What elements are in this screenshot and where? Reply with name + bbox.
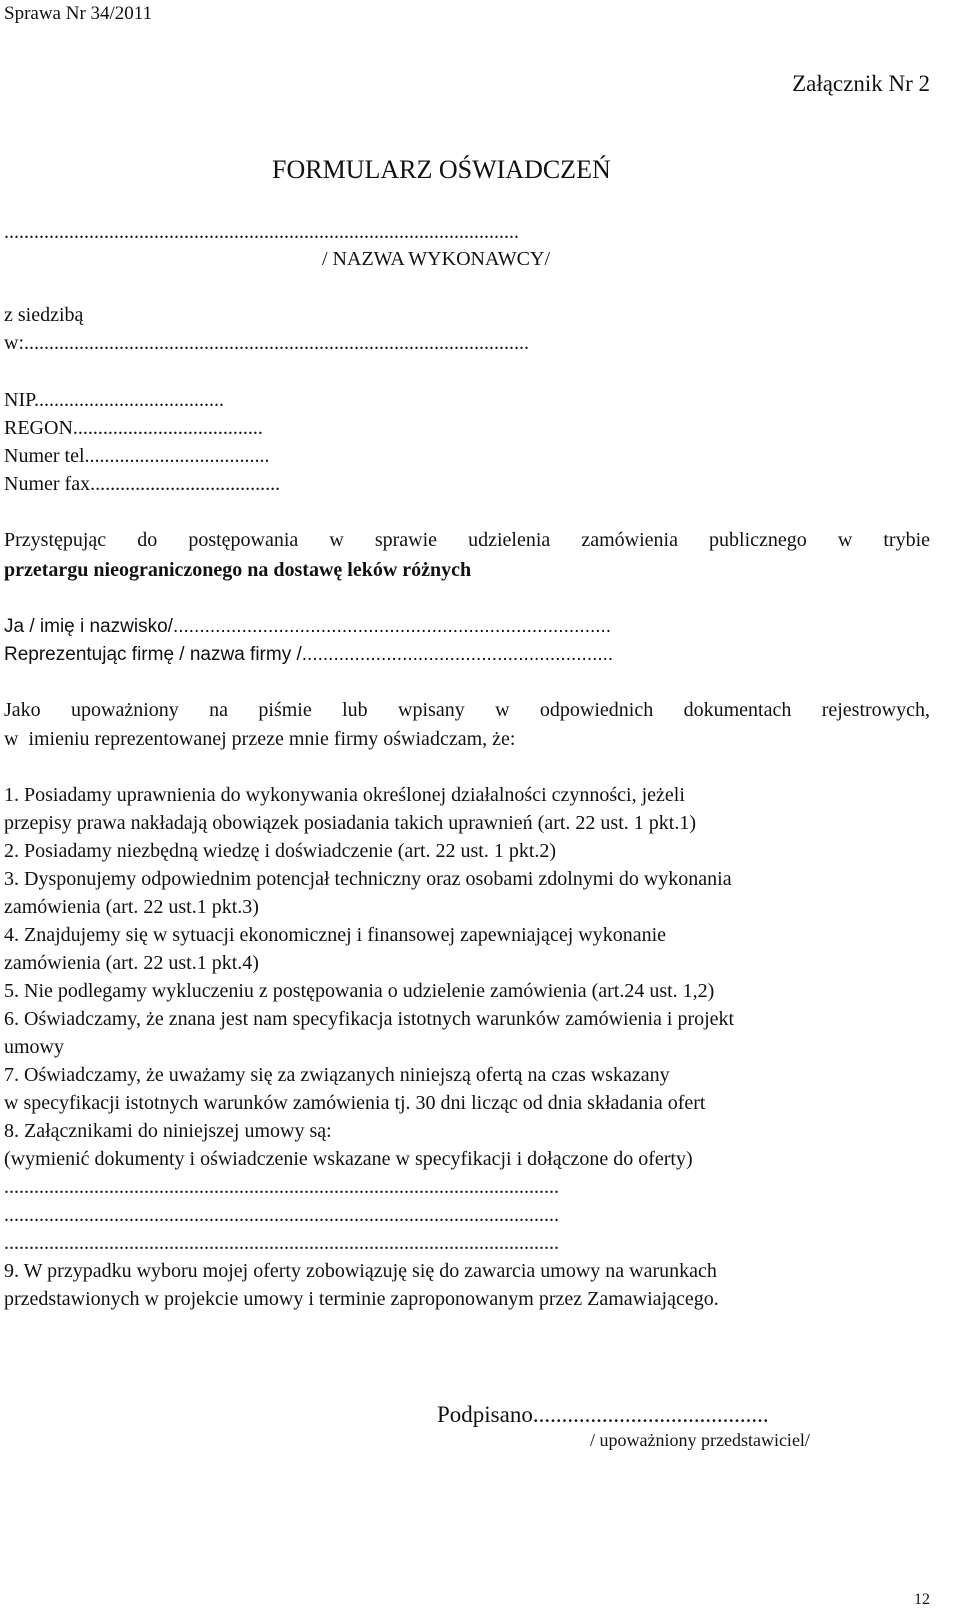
signature-field: Podpisano......................................... bbox=[437, 1402, 769, 1427]
declaration-line: 7. Oświadczamy, że uważamy się za związanych niniejszą ofertą na czas wskazany bbox=[4, 1064, 670, 1086]
attachment-dots-line: ............................................................................................................... bbox=[4, 1232, 559, 1254]
declaration-line: zamówienia (art. 22 ust.1 pkt.4) bbox=[4, 952, 259, 974]
contractor-name-dots: ....................................................................................................... bbox=[4, 221, 519, 243]
declaration-line: w specyfikacji istotnych warunków zamówienia tj. 30 dni licząc od dnia składania ofert bbox=[4, 1092, 706, 1114]
representative-company-field: Reprezentując firmę / nazwa firmy /........................................................... bbox=[4, 644, 614, 665]
declaration-line: 8. Załącznikami do niniejszej umowy są: bbox=[4, 1120, 332, 1142]
phone-field: Numer tel..................................... bbox=[4, 445, 270, 467]
declaration-line: 4. Znajdujemy się w sytuacji ekonomicznej i finansowej zapewniającej wykonanie bbox=[4, 924, 667, 946]
declaration-line: 3. Dysponujemy odpowiednim potencjał techniczny oraz osobami zdolnymi do wykonania bbox=[4, 868, 732, 890]
intro-line-1: Przystępując do postępowania w sprawie udzielenia zamówienia publicznego w trybie bbox=[4, 529, 930, 551]
authorization-line-2: w imieniu reprezentowanej przeze mnie firmy oświadczam, że: bbox=[4, 728, 516, 750]
form-title: FORMULARZ OŚWIADCZEŃ bbox=[272, 155, 611, 184]
declaration-line: 2. Posiadamy niezbędną wiedzę i doświadczenie (art. 22 ust. 1 pkt.2) bbox=[4, 840, 557, 862]
declaration-line: umowy bbox=[4, 1036, 64, 1058]
representative-name-field: Ja / imię i nazwisko/................................................................................... bbox=[4, 616, 612, 637]
declaration-line: 9. W przypadku wyboru mojej oferty zobowiązuję się do zawarcia umowy na warunkach bbox=[4, 1260, 717, 1282]
declaration-line: 1. Posiadamy uprawnienia do wykonywania określonej działalności czynności, jeżeli bbox=[4, 784, 685, 806]
attachment-dots-line: ............................................................................................................... bbox=[4, 1204, 559, 1226]
page-number: 12 bbox=[914, 1591, 930, 1608]
declaration-line: zamówienia (art. 22 ust.1 pkt.3) bbox=[4, 896, 259, 918]
signature-caption: / upoważniony przedstawiciel/ bbox=[590, 1430, 810, 1450]
nip-field: NIP...................................... bbox=[4, 389, 225, 411]
case-reference: Sprawa Nr 34/2011 bbox=[4, 3, 153, 24]
seat-field: w:..................................................................................................... bbox=[4, 332, 529, 354]
intro-line-2: przetargu nieograniczonego na dostawę leków różnych bbox=[4, 559, 472, 581]
declaration-line: przedstawionych w projekcie umowy i terminie zaproponowanym przez Zamawiającego. bbox=[4, 1288, 719, 1310]
regon-field: REGON...................................... bbox=[4, 417, 263, 439]
declaration-line: 5. Nie podlegamy wykluczeniu z postępowania o udzielenie zamówienia (art.24 ust. 1,2) bbox=[4, 980, 715, 1002]
seat-label: z siedzibą bbox=[4, 304, 84, 326]
declaration-line: przepisy prawa nakładają obowiązek posiadania takich uprawnień (art. 22 ust. 1 pkt.1) bbox=[4, 812, 696, 834]
attachment-label: Załącznik Nr 2 bbox=[792, 71, 930, 96]
contractor-name-caption: / NAZWA WYKONAWCY/ bbox=[322, 248, 551, 270]
declaration-line: (wymienić dokumenty i oświadczenie wskazane w specyfikacji i dołączone do oferty) bbox=[4, 1148, 693, 1170]
declaration-line: 6. Oświadczamy, że znana jest nam specyfikacja istotnych warunków zamówienia i projekt bbox=[4, 1008, 735, 1030]
attachment-dots-line: ............................................................................................................... bbox=[4, 1176, 559, 1198]
fax-field: Numer fax...................................... bbox=[4, 473, 281, 495]
authorization-line-1: Jako upoważniony na piśmie lub wpisany w odpowiednich dokumentach rejestrowych, bbox=[4, 699, 930, 721]
